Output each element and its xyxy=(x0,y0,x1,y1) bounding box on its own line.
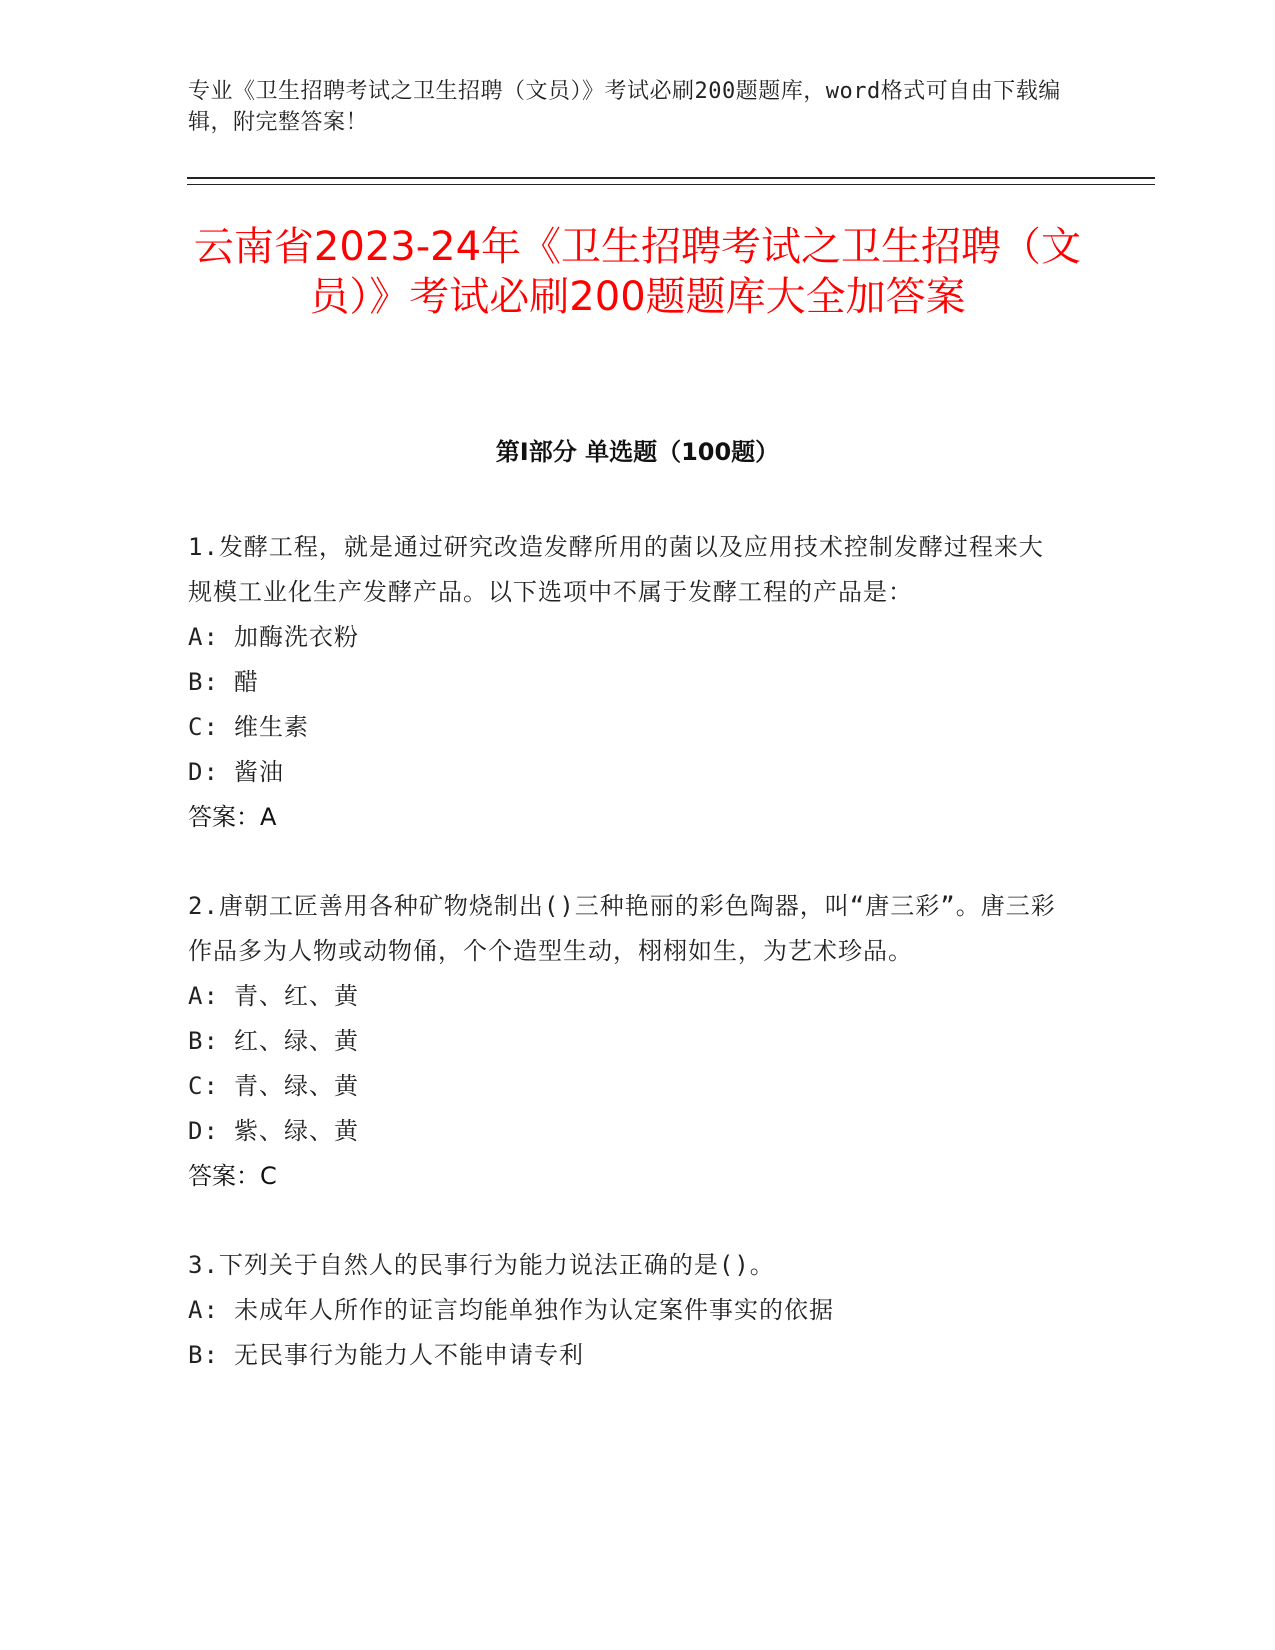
option-key: B: xyxy=(188,1341,219,1369)
question-stem: 1.发酵工程，就是通过研究改造发酵所用的菌以及应用技术控制发酵过程来大规模工业化生产发酵产品。以下选项中不属于发酵工程的产品是： xyxy=(188,533,1044,606)
option-key: C: xyxy=(188,713,219,741)
option-key: A: xyxy=(188,982,219,1010)
header-divider-thick xyxy=(187,177,1155,179)
option-text: 青、绿、黄 xyxy=(234,1072,359,1100)
option-a xyxy=(188,1288,1068,1333)
option-c xyxy=(188,705,1068,750)
option-text: 紫、绿、黄 xyxy=(234,1117,359,1145)
option-b xyxy=(188,660,1068,705)
option-text: 酱油 xyxy=(234,758,284,786)
question-3 xyxy=(188,1243,1068,1378)
option-key: C: xyxy=(188,1072,219,1100)
answer-line: 答案：A xyxy=(188,803,277,831)
option-key: B: xyxy=(188,1027,219,1055)
option-text: 青、红、黄 xyxy=(234,982,359,1010)
question-stem: 2.唐朝工匠善用各种矿物烧制出()三种艳丽的彩色陶器，叫“唐三彩”。唐三彩作品多为人物或动物俑，个个造型生动，栩栩如生，为艺术珍品。 xyxy=(188,892,1056,965)
option-text: 无民事行为能力人不能申请专利 xyxy=(234,1341,584,1369)
question-stem: 3.下列关于自然人的民事行为能力说法正确的是()。 xyxy=(188,1251,775,1279)
header-note: 专业《卫生招聘考试之卫生招聘（文员）》考试必刷200题题库，word格式可自由下载编辑，附完整答案！ xyxy=(188,79,1061,135)
option-text: 红、绿、黄 xyxy=(234,1027,359,1055)
question-2 xyxy=(188,884,1068,1199)
answer-line: 答案：C xyxy=(188,1162,277,1190)
option-b xyxy=(188,1019,1068,1064)
option-text: 维生素 xyxy=(234,713,309,741)
section-title: 第Ⅰ部分 单选题（100题） xyxy=(495,438,780,466)
option-key: A: xyxy=(188,623,219,651)
option-c xyxy=(188,1064,1068,1109)
option-d xyxy=(188,750,1068,795)
header-divider-thin xyxy=(187,184,1155,185)
option-key: B: xyxy=(188,668,219,696)
question-list xyxy=(188,525,1068,1422)
option-b xyxy=(188,1333,1068,1378)
option-text: 醋 xyxy=(234,668,259,696)
option-key: D: xyxy=(188,1117,219,1145)
option-d xyxy=(188,1109,1068,1154)
question-1 xyxy=(188,525,1068,840)
option-a xyxy=(188,974,1068,1019)
option-key: A: xyxy=(188,1296,219,1324)
document-title: 云南省2023-24年《卫生招聘考试之卫生招聘（文员）》考试必刷200题题库大全加答案 xyxy=(193,224,1082,320)
option-a xyxy=(188,615,1068,660)
option-key: D: xyxy=(188,758,219,786)
option-text: 加酶洗衣粉 xyxy=(234,623,359,651)
option-text: 未成年人所作的证言均能单独作为认定案件事实的依据 xyxy=(234,1296,834,1324)
